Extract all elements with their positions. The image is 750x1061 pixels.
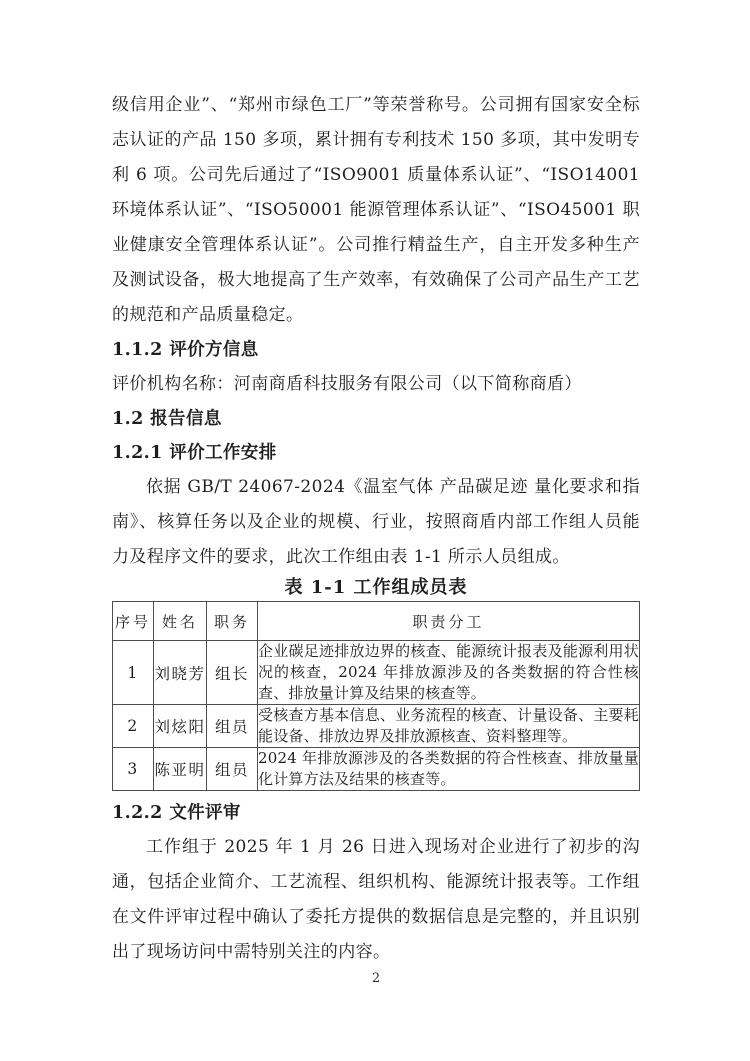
member-3-duty: 2024 年排放源涉及的各类数据的符合性核查、排放量量化计算方法及结果的核查等。: [258, 748, 640, 791]
member-2-duty: 受核查方基本信息、业务流程的核查、计量设备、主要耗能设备、排放边界及排放源核查、资料整理等。: [258, 705, 640, 748]
header-cell-index: 序号: [113, 602, 154, 641]
table-caption: 表 1-1 工作组成员表: [284, 577, 468, 598]
header-cell-duty: 职责分工: [258, 602, 640, 641]
member-1-duty: 企业碳足迹排放边界的核查、能源统计报表及能源利用状况的核查，2024 年排放源涉及的各类数据的符合性核查、排放量计算及结果的核查等。: [258, 641, 640, 705]
members-table: [112, 601, 640, 791]
para-company-profile: 级信用企业”、“郑州市绿色工厂”等荣誉称号。公司拥有国家安全标志认证的产品 150 多项，累计拥有专利技术 150 多项，其中发明专利 6 项。公司先后通过了“ISO9001 质量体系认证”、“ISO14001 环境体系认证”、“ISO50001 能源管理体系认证”、“ISO45001 职业健康安全管理体系认证”。公司推行精益生产，自主开发多种生产及测试设备，极大地提高了生产效率，有效确保了公司产品生产工艺的规范和产品质量稳定。: [112, 95, 640, 325]
member-3-role: 组员: [207, 748, 258, 791]
heading-1-2-1: 1.2.1 评价工作安排: [112, 443, 277, 463]
header-cell-role: 职务: [207, 602, 258, 641]
evaluator-name-line: 评价机构名称：河南商盾科技服务有限公司（以下简称商盾）: [112, 374, 582, 394]
member-2-role: 组员: [207, 705, 258, 748]
member-2-name: 刘炫阳: [154, 705, 207, 748]
heading-1-2: 1.2 报告信息: [112, 409, 222, 429]
member-3-index: 3: [113, 748, 154, 791]
member-3-name: 陈亚明: [154, 748, 207, 791]
heading-1-2-2: 1.2.2 文件评审: [112, 803, 241, 823]
para-document-review: 工作组于 2025 年 1 月 26 日进入现场对企业进行了初步的沟通，包括企业简介、工艺流程、组织机构、能源统计报表等。工作组在文件评审过程中确认了委托方提供的数据信息是完整的，并且识别出了现场访问中需特别关注的内容。: [112, 837, 640, 962]
heading-1-1-2: 1.1.2 评价方信息: [112, 340, 259, 360]
member-2-index: 2: [113, 705, 154, 748]
para-work-arrangement: 依据 GB/T 24067-2024《温室气体 产品碳足迹 量化要求和指南》、核算任务以及企业的规模、行业，按照商盾内部工作组人员能力及程序文件的要求，此次工作组由表 1-1 所示人员组成。: [112, 477, 640, 567]
member-1-name: 刘晓芳: [154, 641, 207, 705]
member-1-role: 组长: [207, 641, 258, 705]
table-row: [113, 705, 640, 748]
page-number: 2: [371, 971, 381, 986]
table-header-row: [113, 602, 640, 641]
member-1-index: 1: [113, 641, 154, 705]
header-cell-name: 姓名: [154, 602, 207, 641]
content-area: [112, 88, 640, 970]
table-row: [113, 641, 640, 705]
table-row: [113, 748, 640, 791]
